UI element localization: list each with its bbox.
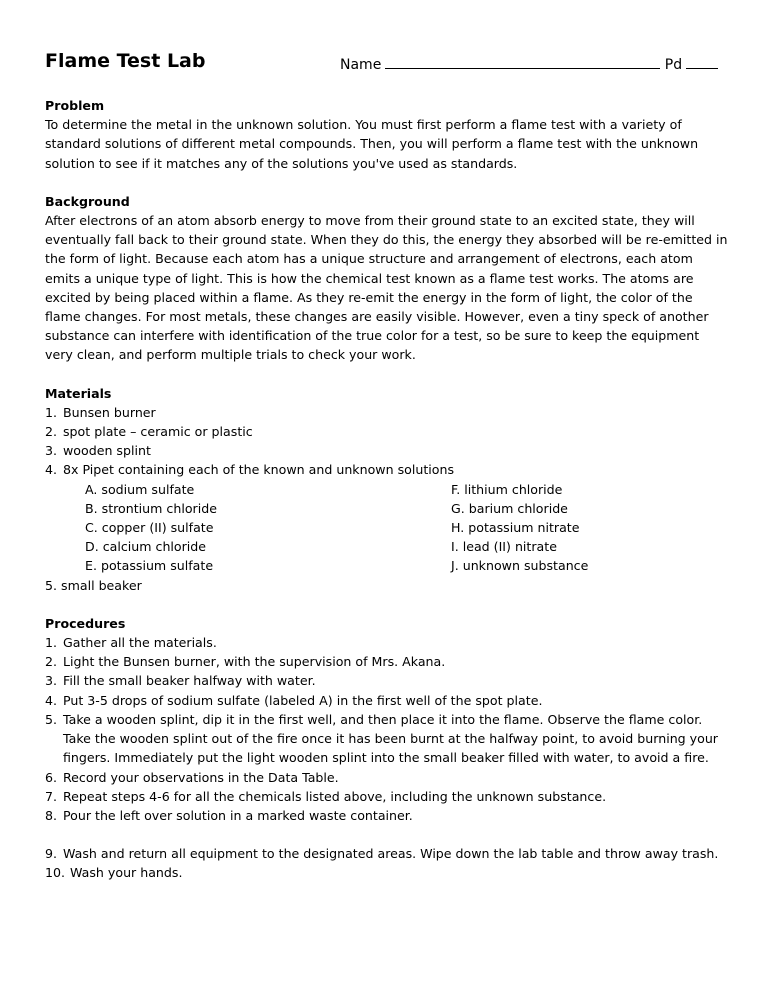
solutions-list <box>85 480 729 576</box>
list-text: wooden splint <box>63 443 151 459</box>
procedure-step <box>45 768 729 787</box>
list-text: 8x Pipet containing each of the known and unknown solutions <box>63 462 455 478</box>
solution-item: E. potassium sulfate <box>85 558 214 574</box>
procedure-step <box>45 633 729 652</box>
list-item <box>45 441 729 460</box>
step-text: Pour the left over solution in a marked waste container. <box>63 807 413 823</box>
step-number: 7. <box>45 788 58 804</box>
step-text: Wash and return all equipment to the designated areas. Wipe down the lab table and throw away trash. <box>63 846 719 862</box>
list-text: spot plate – ceramic or plastic <box>63 424 253 440</box>
list-number: 2. <box>45 424 58 440</box>
name-blank[interactable] <box>385 54 660 69</box>
background-heading: Background <box>45 193 130 209</box>
step-number: 3. <box>45 673 58 689</box>
list-item <box>45 403 729 422</box>
page-title: Flame Test Lab <box>45 50 206 72</box>
procedure-step <box>45 844 729 863</box>
procedure-step <box>45 691 729 710</box>
step-number: 10. <box>45 865 66 881</box>
step-number: 1. <box>45 635 58 651</box>
list-item: 5. small beaker <box>45 577 142 593</box>
step-text: Gather all the materials. <box>63 635 217 651</box>
procedures-section <box>45 614 729 883</box>
step-text: Fill the small beaker halfway with water. <box>63 673 316 689</box>
name-pd-line <box>340 54 718 73</box>
solution-item: C. copper (II) sulfate <box>85 520 214 536</box>
solution-item: H. potassium nitrate <box>451 520 580 536</box>
procedure-step <box>45 806 729 825</box>
step-text: Record your observations in the Data Table. <box>63 769 339 785</box>
list-number: 3. <box>45 443 58 459</box>
step-text: Take a wooden splint, dip it in the first well, and then place it into the flame. Observe the flame color. Take the wooden splint out of the fire once it has been burnt at the halfway point, to avoid burning your fingers. Immediately put the light wooden splint into the small beaker filled with water, to avoid a fire. <box>63 711 718 766</box>
materials-section <box>45 384 729 595</box>
procedure-step <box>45 787 729 806</box>
step-number: 9. <box>45 846 58 862</box>
step-number: 4. <box>45 692 58 708</box>
name-label: Name <box>340 57 382 73</box>
list-item <box>45 460 729 479</box>
background-section <box>45 192 729 365</box>
problem-text: To determine the metal in the unknown solution. You must first perform a flame test with a variety of standard solutions of different metal compounds. Then, you will perform a flame test with the unknown solution to see if it matches any of the solutions you've used as standards. <box>45 117 699 171</box>
list-text: Bunsen burner <box>63 404 156 420</box>
step-text: Wash your hands. <box>70 865 183 881</box>
spacer <box>45 825 729 844</box>
background-text: After electrons of an atom absorb energy to move from their ground state to an excited state, they will eventually fall back to their ground state. When they do this, the energy they absorbed will be re-emitted in the form of light. Because each atom has a unique structure and arrangement of electrons, each atom emits a unique type of light. This is how the chemical test known as a flame test works. The atoms are excited by being placed within a flame. As they re-emit the energy in the form of light, the color of the flame changes. For most metals, these changes are easily visible. However, even a tiny speck of another substance can interfere with identification of the true color for a test, so be sure to keep the equipment very clean, and perform multiple trials to check your work. <box>45 213 728 363</box>
procedure-step <box>45 710 729 768</box>
procedures-heading: Procedures <box>45 615 126 631</box>
step-number: 8. <box>45 807 58 823</box>
header <box>45 50 723 80</box>
procedure-step <box>45 863 729 882</box>
materials-heading: Materials <box>45 385 112 401</box>
solution-item: A. sodium sulfate <box>85 481 195 497</box>
pd-label: Pd <box>664 57 683 73</box>
list-item <box>45 422 729 441</box>
step-number: 2. <box>45 654 58 670</box>
solution-item: I. lead (II) nitrate <box>451 539 557 555</box>
solution-item: F. lithium chloride <box>451 481 563 497</box>
step-text: Put 3-5 drops of sodium sulfate (labeled A) in the first well of the spot plate. <box>63 692 543 708</box>
step-text: Light the Bunsen burner, with the supervision of Mrs. Akana. <box>63 654 446 670</box>
step-number: 6. <box>45 769 58 785</box>
procedure-step <box>45 652 729 671</box>
solution-item: D. calcium chloride <box>85 539 207 555</box>
worksheet-content <box>45 96 729 902</box>
step-text: Repeat steps 4-6 for all the chemicals listed above, including the unknown substance. <box>63 788 607 804</box>
solution-item: J. unknown substance <box>451 558 589 574</box>
problem-heading: Problem <box>45 98 105 113</box>
step-number: 5. <box>45 711 58 727</box>
pd-blank[interactable] <box>686 54 718 69</box>
list-number: 1. <box>45 404 58 420</box>
solution-item: G. barium chloride <box>451 500 568 516</box>
list-number: 4. <box>45 462 58 478</box>
procedure-step <box>45 671 729 690</box>
solution-item: B. strontium chloride <box>85 500 217 516</box>
problem-section <box>45 96 729 173</box>
